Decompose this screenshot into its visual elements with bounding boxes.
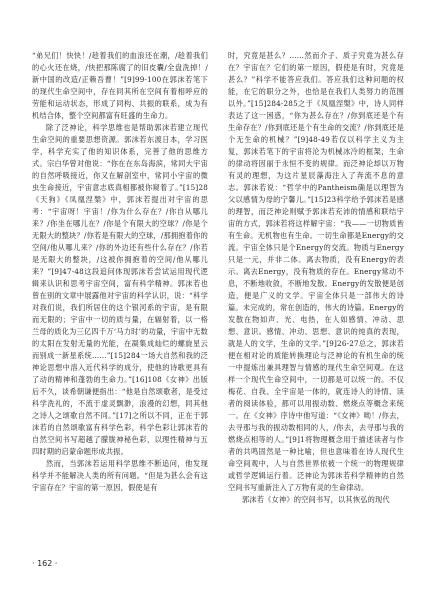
page-number: · 162 · (32, 559, 58, 568)
paragraph: “弟兄们！快快！/趁着我们的血浪还在潮，/趁着我们的心火还在烧，/快把那陈腐了的旧皮囊/全盘洗掉！/新中国的改造/正赖吾曹！”[9]99-100在郭沫若笔下的现代生命空间中，存在同其所在空间有着相呼应的劳能和运动状态，形成了同构、共振的联系，成为有机结合体，整个空间都富有旺盛的生命力。 (32, 51, 208, 120)
right-column (228, 50, 404, 550)
paper-page (32, 50, 404, 550)
paragraph: 郭沫若《女神》的空间书写，以其恢弘的现代 (242, 495, 390, 504)
paragraph: 除了泛神论，科学思维也是帮助郭沫若建立现代生命空间的重要思想资源。郭沫若东渡日本，学习医学，科学充实了他的知识体系，完善了他的思维方式。宗白华曾对他说：“你在在东岛海滨，常同大宇宙的自然呼吸接近，你又在解剖室中，常同小宇宙的微虫生命接近，宇宙意志底真相都被你窥着了。”[15]28《天狗》《凤凰涅槃》中，郭沫若提出对宇宙的思考：“宇宙呀！宇宙！/你为什么存在？/你自从哪儿来？/你坐在哪儿在？/你是个有限大的空球？/你是个无限大的整块？/你若是有限大的空球，/那拥抱着你的空间/他从哪儿来？/你的外边还有些什么存在？/你若是无限大的整块，/这被你拥抱着的空间/他从哪儿来？”[9]47-48这段追问体现郭沫若尝试运用现代逻辑来认识和思考宇宙空间，富有科学精神。郭沫若也曾在别的文章中展露他对宇宙的科学认识，说：“科学对我们说，我们所居住的这个银河系的宇宙，是有限而无限的；宇宙中一切的质与量，在辐射着，以一格兰母的质化为三亿四千万‘马力时’的功量，宇宙中无数的太阳在发射无量的光能，在凝集成灿烂的螺旋星云而别成一新星系统……”[15]284一场大自然和我的泛神论思想中溶入近代科学的成分，使他的诗歌更具有了动的精神和蓬勃的生命力。”[16]108《女神》出版后不久，谈希朝谦便指出：“他是自然颂歌者，是受过科学洗礼的，不流于虚灵飘渺，浪漫的幻想，同其他之诗人之颂歌自然不同。”[17]之所以不同，正在于郭沫若的自然颂歌富有科学色彩，科学色彩让郭沫若的自然空间书写超越了朦胧神秘色彩，以理性精神与五四时期的启蒙命题形成共振。 (32, 123, 208, 456)
paragraph: 时，究竟是甚么？……然而介子、质子究竟为甚么存在？宇宙在？它们的第一原因，假使是有时，究竟是甚么？”科学不能答应我们。答应我们这种问题的权能，在它的职分之外，也恰是在我们人类努力的范围以外。”[15]284-285之于《凤凰涅槃》中，诗人同样表达了这一困惑，“你为甚么存在？/你到底还是个有生命存在？/你到底还是个有生命的交流？/你到底还是个无生命的机械？”[9]48-49若仅以科学主义为主复，郭沫若笔下的宇宙将沦为机械冰冷的框架，生命的律动将因丽于永恒不变的规律。而泛神论却以万物有灵的理想，为这片星辰藻海注入了奔流不息的意志。郭沫若说：“哲学中的Pantheism确是以理智为父以感情为母的宁馨儿。”[15]23科学给予郭沫若是感的理智，而泛神论则赋予郭沫若充沛的情感和联结宇宙的方式，郭沫若将这样解宇宙：“我——一切物质皆有生命。无机物也有生命。一切生命都是Energy的交流。宇宙全体只是个Energy的交流。物质与Energy只是一元，并非二体。离去物质，没有Energy的表示。离去Energy，没有物质的存在。Energy常动不息，不断地收敛，不断地发散。Energy的发散便是创造，便是广义的文学。宇宙全体只是一部伟大的诗篇。未完成的，常在创造的，伟大的诗篇。Energy的发散在物如声、光、电热，在人如感情、冲动、思想、意识。感情、冲动、思想、意识的纯真的表现，就是人的文学，生命的文学。”[9]26-27总之，郭沫若便在相对论的质能转换理论与泛神论的有机生命的统一中提炼出兼具理智与情感的现代生命空间观。在这样一个现代生命空间中，一切都是可以统一的。不仅梅花、自我、全宇宙是一体的，就连诗人的诗情、读者的阅读体验，都可以用振动数、燃烧点等概念来统一。在《女神》序诗中他写道：“《女神》呦！/你去，去寻那与我的振动数相同的人，/你去，去寻那与我的燃烧点相等的人。”[9]1将物理概念用于描述读者与作者的共鸣固然是一种比喻，但也意味着在诗人现代生命空间观中，人与自然世界依被一个统一的物理规律或哲学逻辑运行着。泛神论为郭沫若科学精神的自然空间书写重新注入了万物有灵的生命律动。 (228, 51, 404, 492)
paragraph: 然而，当郭沫若运用科学思维不断追问，他发现科学并不能解决人类的所有问题。“但是为甚么会有这宇宙存在？宇宙的第一原因，假使是有 (32, 459, 208, 492)
left-column (32, 50, 208, 550)
